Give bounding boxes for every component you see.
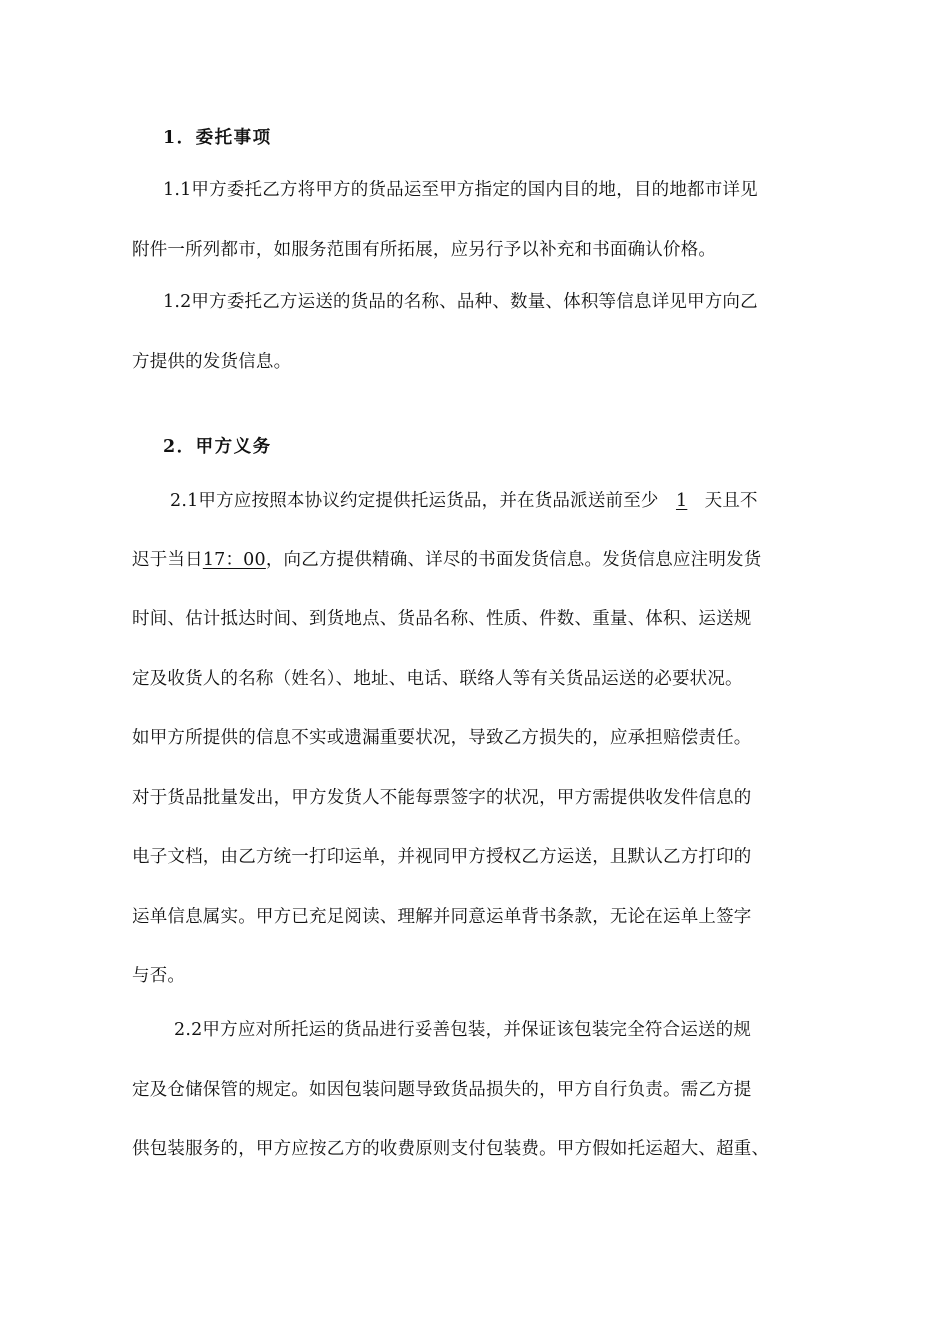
clause-1-2-line-2: 方提供的发货信息。	[132, 352, 292, 372]
days-blank-field: 1	[675, 491, 688, 511]
section-1-heading: 1．委托事项	[163, 128, 272, 148]
clause-2-1-line-1-text-a: 2.1甲方应按照本协议约定提供托运货品，并在货品派送前至少	[170, 491, 659, 511]
clause-2-1-line-2-text-a: 迟于当日	[132, 550, 203, 570]
clause-2-2-line-1: 2.2甲方应对所托运的货品进行妥善包装，并保证该包装完全符合运送的规	[174, 1020, 752, 1040]
clause-2-1-line-1-text-b: 天且不	[704, 491, 758, 511]
section-2-heading: 2．甲方义务	[163, 437, 272, 457]
clause-2-1-line-7: 电子文档，由乙方统一打印运单，并视同甲方授权乙方运送，且默认乙方打印的	[132, 847, 752, 867]
clause-1-1-line-2: 附件一所列都市，如服务范围有所拓展，应另行予以补充和书面确认价格。	[132, 240, 717, 260]
clause-2-1-line-2	[132, 548, 761, 572]
clause-2-1-line-8: 运单信息属实。甲方已充足阅读、理解并同意运单背书条款，无论在运单上签字	[132, 907, 752, 927]
clause-1-1-line-1: 1.1甲方委托乙方将甲方的货品运至甲方指定的国内目的地，目的地都市详见	[163, 180, 758, 200]
clause-1-2-line-1: 1.2甲方委托乙方运送的货品的名称、品种、数量、体积等信息详见甲方向乙	[163, 292, 758, 312]
clause-2-1-line-9: 与否。	[132, 966, 186, 986]
clause-2-2-line-3: 供包装服务的，甲方应按乙方的收费原则支付包装费。甲方假如托运超大、超重、	[132, 1139, 770, 1159]
clause-2-1-line-6: 对于货品批量发出，甲方发货人不能每票签字的状况，甲方需提供收发件信息的	[132, 788, 752, 808]
clause-2-1-line-3: 时间、估计抵达时间、到货地点、货品名称、性质、件数、重量、体积、运送规	[132, 609, 752, 629]
clause-2-1-line-4: 定及收货人的名称（姓名）、地址、电话、联络人等有关货品运送的必要状况。	[132, 669, 743, 689]
deadline-time: 17：00	[202, 550, 266, 570]
clause-2-1-line-1	[170, 489, 758, 513]
clause-2-2-line-2: 定及仓储保管的规定。如因包装问题导致货品损失的，甲方自行负责。需乙方提	[132, 1080, 752, 1100]
clause-2-1-line-5: 如甲方所提供的信息不实或遗漏重要状况，导致乙方损失的，应承担赔偿责任。	[132, 728, 752, 748]
clause-2-1-line-2-text-b: ，向乙方提供精确、详尽的书面发货信息。发货信息应注明发货	[265, 550, 762, 570]
